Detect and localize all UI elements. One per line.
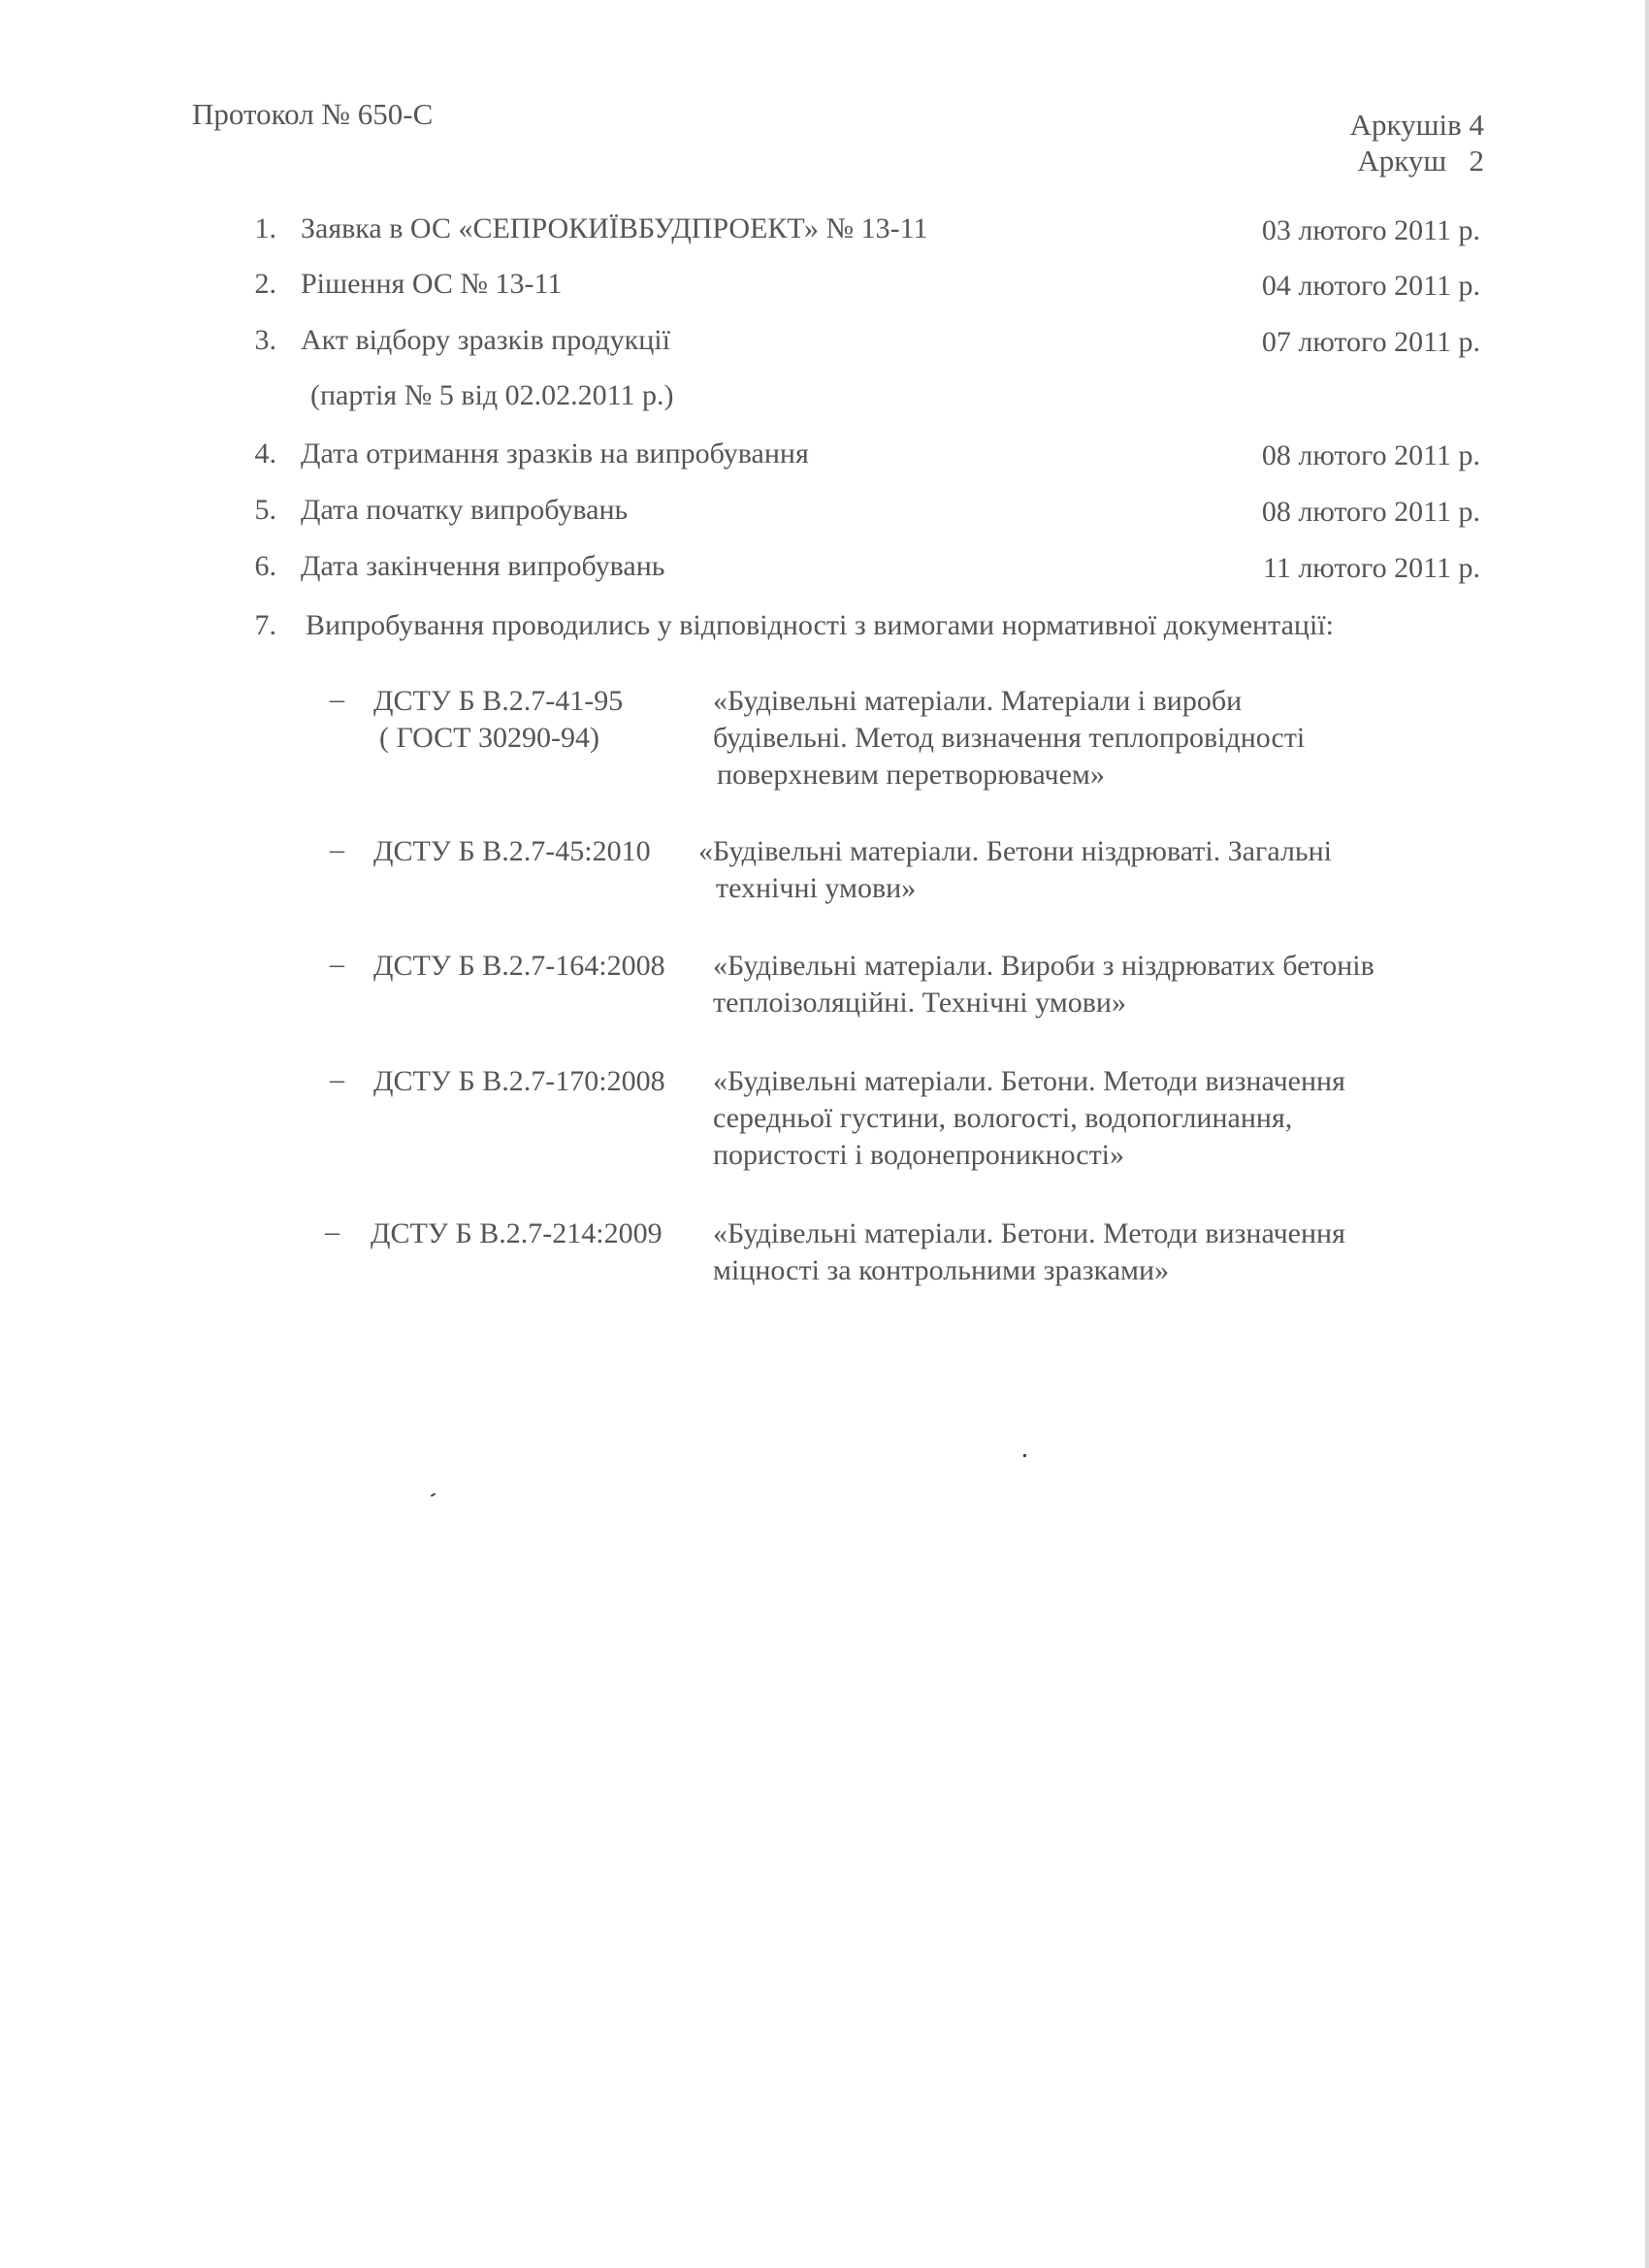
item-date: 08 лютого 2011 р. <box>1261 439 1480 471</box>
item-date: 04 лютого 2011 р. <box>1261 270 1480 302</box>
item-number: 6. <box>254 550 276 582</box>
item-text: Рішення ОС № 13-11 <box>301 268 563 300</box>
standard-title: «Будівельні матеріали. Вироби з ніздрюватих бетонів теплоізоляційні. Технічні умови» <box>713 950 1374 1019</box>
item-number: 5. <box>254 494 276 526</box>
standard-code: ДСТУ Б В.2.7-170:2008 <box>373 1065 665 1097</box>
item-number: 1. <box>254 212 276 244</box>
sheets-total: Аркушів 4 <box>1349 108 1484 142</box>
list-item <box>0 212 1649 251</box>
standard-title: «Будівельні матеріали. Бетони. Методи визначення середньої густини, вологості, водопоглинання, пористості і водонепроникності» <box>713 1065 1345 1171</box>
list-item <box>0 550 1649 589</box>
item-number: 2. <box>254 268 276 300</box>
standard-code: ДСТУ Б В.2.7-41-95 ( ГОСТ 30290-94) <box>373 685 624 754</box>
item-text: Заявка в ОС «СЕПРОКИЇВБУДПРОЕКТ» № 13-11 <box>301 212 928 244</box>
list-dash: – <box>330 683 344 715</box>
item-number: 4. <box>254 437 276 470</box>
standard-title: «Будівельні матеріали. Бетони ніздрюваті. Загальні технічні умови» <box>698 835 1332 904</box>
scan-speck <box>1023 1454 1026 1457</box>
scan-speck <box>431 1493 436 1497</box>
standard-code: ДСТУ Б В.2.7-45:2010 <box>373 835 651 867</box>
list-item <box>0 609 1649 648</box>
item-date: 03 лютого 2011 р. <box>1261 214 1480 246</box>
list-dash: – <box>325 1215 340 1247</box>
standard-title: «Будівельні матеріали. Бетони. Методи визначення міцності за контрольними зразками» <box>713 1217 1345 1286</box>
list-dash: – <box>330 1063 344 1095</box>
item-text: Випробування проводились у відповідності з вимогами нормативної документації: <box>306 609 1334 641</box>
protocol-number: Протокол № 650-С <box>192 97 434 131</box>
item-number: 3. <box>254 324 276 356</box>
item-text: Акт відбору зразків продукції <box>301 324 670 356</box>
standard-title: «Будівельні матеріали. Матеріали і вироби будівельні. Метод визначення теплопровідності поверхневим перетворювачем» <box>713 685 1306 791</box>
sheet-current: Аркуш 2 <box>1357 144 1484 178</box>
list-dash: – <box>330 948 344 980</box>
item-date: 08 лютого 2011 р. <box>1261 496 1480 528</box>
item-text: Дата закінчення випробувань <box>301 550 665 582</box>
item-date: 07 лютого 2011 р. <box>1261 326 1480 358</box>
standard-code: ДСТУ Б В.2.7-214:2009 <box>371 1217 663 1249</box>
item-text: Дата отримання зразків на випробування <box>301 437 809 470</box>
item-note: (партія № 5 від 02.02.2011 р.) <box>310 379 674 411</box>
item-text: Дата початку випробувань <box>301 494 629 526</box>
item-date: 11 лютого 2011 р. <box>1262 552 1480 584</box>
list-item <box>0 494 1649 533</box>
list-dash: – <box>330 833 344 865</box>
list-item <box>0 268 1649 307</box>
standard-code: ДСТУ Б В.2.7-164:2008 <box>373 950 665 982</box>
list-item <box>0 324 1649 363</box>
item-number: 7. <box>254 609 276 641</box>
list-item <box>0 437 1649 476</box>
